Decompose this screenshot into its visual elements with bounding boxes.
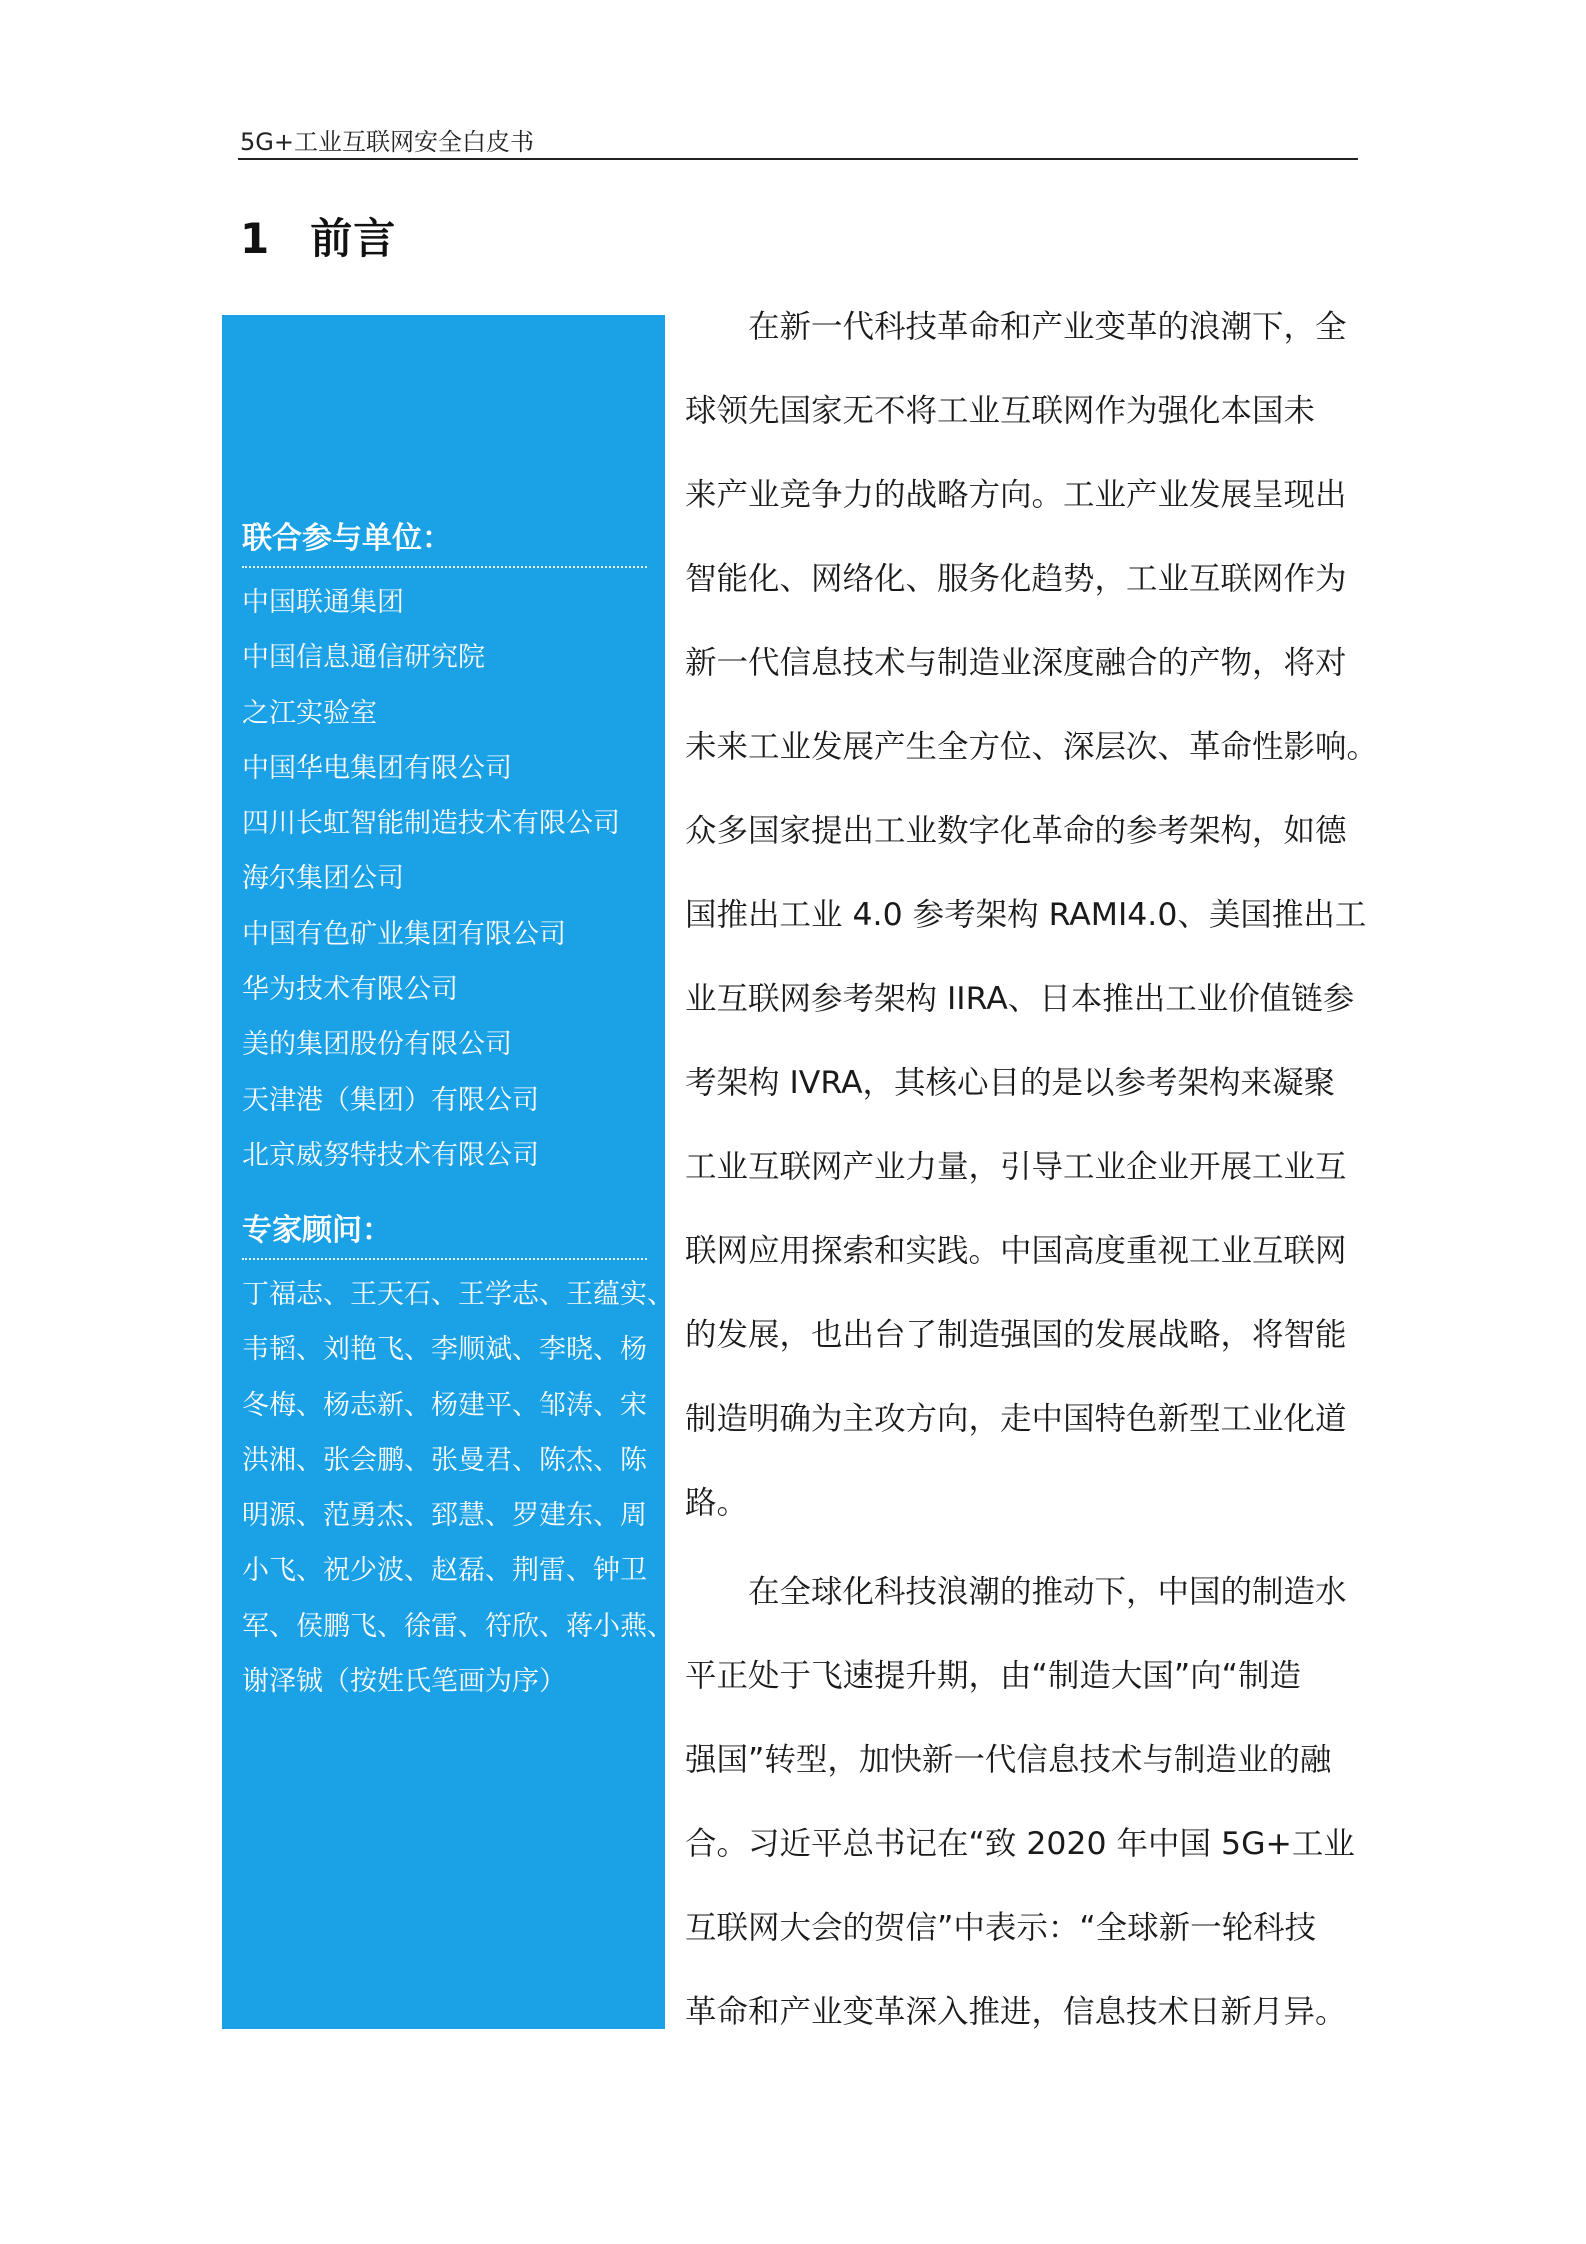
- paragraph-line: 合。习近平总书记在“致 2020 年中国 5G+工业: [685, 1826, 1355, 1862]
- page-header: [238, 118, 1358, 160]
- sidebar-panel: [222, 315, 674, 2029]
- list-item: 北京威努特技术有限公司: [242, 1139, 539, 1171]
- paragraph-line: 智能化、网络化、服务化趋势，工业互联网作为: [685, 561, 1347, 597]
- paragraph-line: 强国”转型，加快新一代信息技术与制造业的融: [685, 1742, 1332, 1778]
- experts-line: 冬梅、杨志新、杨建平、邹涛、宋: [242, 1389, 647, 1421]
- paragraph-line: 来产业竞争力的战略方向。工业产业发展呈现出: [685, 477, 1347, 513]
- document-title: 5G+工业互联网安全白皮书: [240, 128, 534, 156]
- list-item: 华为技术有限公司: [242, 974, 458, 1006]
- paragraph-line: 在全球化科技浪潮的推动下，中国的制造水: [748, 1574, 1347, 1610]
- experts-line: 小飞、祝少波、赵磊、荆雷、钟卫: [242, 1555, 647, 1587]
- paragraph-line: 工业互联网产业力量，引导工业企业开展工业互: [685, 1149, 1347, 1185]
- section-number: 1: [240, 214, 271, 263]
- paragraph-1: [685, 285, 1379, 1545]
- paragraph-line: 路。: [685, 1485, 749, 1521]
- experts-line: 洪湘、张会鹏、张曼君、陈杰、陈: [242, 1444, 647, 1476]
- paragraph-line: 球领先国家无不将工业互联网作为强化本国未: [685, 393, 1316, 429]
- list-item: 之江实验室: [242, 697, 377, 729]
- paragraph-line: 国推出工业 4.0 参考架构 RAMI4.0、美国推出工: [685, 897, 1367, 933]
- list-item: 天津港（集团）有限公司: [242, 1084, 539, 1116]
- section-heading: [240, 206, 396, 266]
- list-item: 海尔集团公司: [242, 863, 404, 895]
- experts-line: 军、侯鹏飞、徐雷、符欣、蒋小燕、: [242, 1610, 674, 1642]
- paragraph-line: 联网应用探索和实践。中国高度重视工业互联网: [685, 1233, 1347, 1269]
- paragraph-line: 的发展，也出台了制造强国的发展战略，将智能: [685, 1317, 1347, 1353]
- paragraph-line: 业互联网参考架构 IIRA、日本推出工业价值链参: [685, 981, 1355, 1017]
- paragraph-line: 平正处于飞速提升期，由“制造大国”向“制造: [685, 1658, 1301, 1694]
- section-title: 前言: [310, 214, 397, 263]
- units-divider: [242, 566, 647, 568]
- list-item: 四川长虹智能制造技术有限公司: [242, 808, 620, 840]
- experts-line: 丁福志、王天石、王学志、王蕴实、: [242, 1279, 674, 1310]
- list-item: 中国华电集团有限公司: [242, 752, 512, 784]
- list-item: 美的集团股份有限公司: [242, 1029, 512, 1061]
- experts-divider: [242, 1258, 647, 1260]
- paragraph-line: 互联网大会的贺信”中表示：“全球新一轮科技: [685, 1910, 1317, 1946]
- units-list: [242, 575, 620, 1183]
- paragraph-line: 众多国家提出工业数字化革命的参考架构，如德: [685, 813, 1347, 849]
- paragraph-line: 考架构 IVRA，其核心目的是以参考架构来凝聚: [685, 1065, 1336, 1101]
- list-item: 中国有色矿业集团有限公司: [242, 918, 566, 950]
- paragraph-line: 革命和产业变革深入推进，信息技术日新月异。: [685, 1994, 1347, 2030]
- paragraph-line: 新一代信息技术与制造业深度融合的产物，将对: [685, 645, 1347, 681]
- experts-line: 明源、范勇杰、郅慧、罗建东、周: [242, 1500, 647, 1532]
- paragraph-line: 在新一代科技革命和产业变革的浪潮下，全: [748, 309, 1347, 345]
- experts-heading: 专家顾问：: [242, 1213, 392, 1248]
- experts-line: 谢泽铖（按姓氏笔画为序）: [242, 1666, 566, 1698]
- units-heading: 联合参与单位：: [242, 521, 452, 556]
- list-item: 中国信息通信研究院: [242, 642, 485, 674]
- paragraph-2: [685, 1550, 1361, 2054]
- experts-line: 韦韬、刘艳飞、李顺斌、李晓、杨: [242, 1334, 647, 1366]
- list-item: 中国联通集团: [242, 587, 404, 618]
- paragraph-line: 制造明确为主攻方向，走中国特色新型工业化道: [685, 1401, 1347, 1437]
- experts-list: [242, 1267, 674, 1709]
- paragraph-line: 未来工业发展产生全方位、深层次、革命性影响。: [685, 729, 1379, 765]
